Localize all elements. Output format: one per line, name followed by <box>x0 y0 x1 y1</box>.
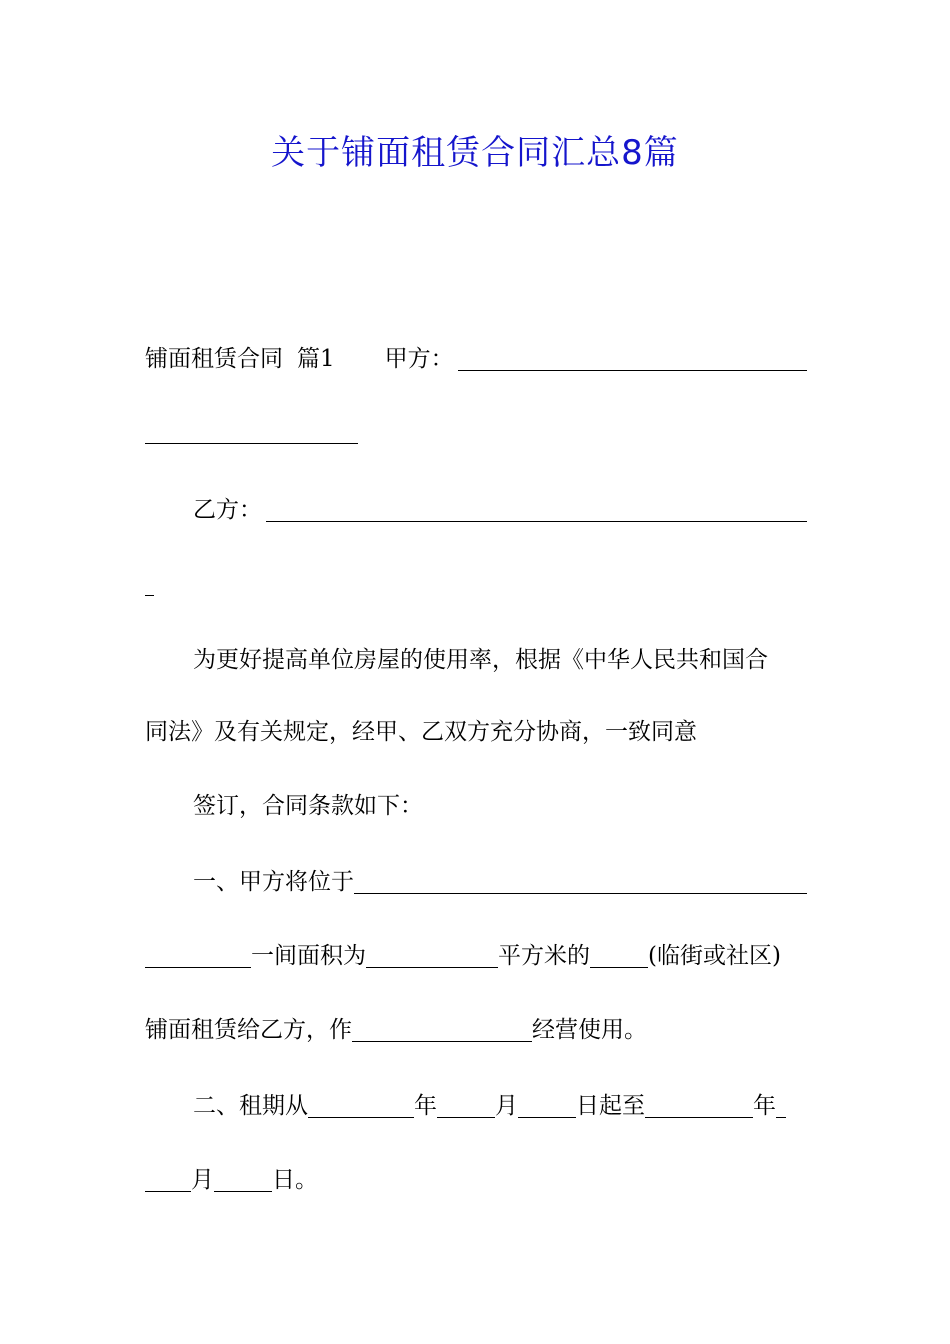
clause1-line3 <box>145 1010 807 1050</box>
clause1-prefix: 一、甲方将位于 <box>193 869 354 895</box>
party-a-continuation <box>145 412 807 452</box>
clause1-lease-text: 铺面租赁给乙方，作 <box>145 1017 352 1043</box>
clause2-line1 <box>193 1086 807 1126</box>
party-b-blank <box>266 520 807 522</box>
para1-text-3: 签订，合同条款如下： <box>193 793 423 819</box>
clause1-area-text: 一间面积为 <box>251 943 366 969</box>
location-blank-continued <box>145 966 251 968</box>
end-year-blank <box>645 1116 753 1118</box>
para1-line1 <box>193 640 807 680</box>
clause1-line2 <box>145 936 807 976</box>
contract-number: 篇1 <box>297 346 335 372</box>
end-day-blank <box>214 1190 272 1192</box>
clause2-prefix: 二、租期从 <box>193 1093 308 1119</box>
document-title: 关于铺面租赁合同汇总8篇 <box>271 133 679 173</box>
clause2-line2 <box>145 1160 807 1200</box>
clause1-sqm-text: 平方米的 <box>498 943 590 969</box>
clause1-street-text: (临街或社区) <box>648 943 781 969</box>
start-year-label: 年 <box>414 1093 437 1119</box>
party-b-line <box>193 490 807 530</box>
para1-line3 <box>193 786 807 826</box>
party-a-blank <box>458 369 807 371</box>
start-month-label: 月 <box>495 1093 518 1119</box>
para1-line2 <box>145 712 807 752</box>
para1-text-2: 同法》及有关规定，经甲、乙双方充分协商，一致同意 <box>145 719 697 745</box>
end-year-label: 年 <box>753 1093 776 1119</box>
heading-line <box>145 339 807 379</box>
party-b-label: 乙方： <box>193 497 262 523</box>
business-use-blank <box>352 1040 532 1042</box>
contract-heading: 铺面租赁合同 <box>145 346 283 372</box>
clause1-use-text: 经营使用。 <box>532 1017 647 1043</box>
party-b-blank-continued <box>145 594 154 596</box>
end-day-label: 日。 <box>272 1167 318 1193</box>
party-a-blank-continued <box>145 442 358 444</box>
end-month-blank-continued <box>145 1190 191 1192</box>
start-day-label: 日起至 <box>576 1093 645 1119</box>
para1-text-1: 为更好提高单位房屋的使用率，根据《中华人民共和国合 <box>193 647 768 673</box>
street-type-blank <box>590 966 648 968</box>
start-day-blank <box>518 1116 576 1118</box>
start-month-blank <box>437 1116 495 1118</box>
clause1-line1 <box>193 862 807 902</box>
location-blank <box>354 892 807 894</box>
end-month-label: 月 <box>191 1167 214 1193</box>
start-year-blank <box>308 1116 414 1118</box>
end-month-blank <box>776 1116 786 1118</box>
party-a-label: 甲方： <box>384 346 454 372</box>
area-blank <box>366 966 498 968</box>
party-b-continuation <box>145 564 807 604</box>
